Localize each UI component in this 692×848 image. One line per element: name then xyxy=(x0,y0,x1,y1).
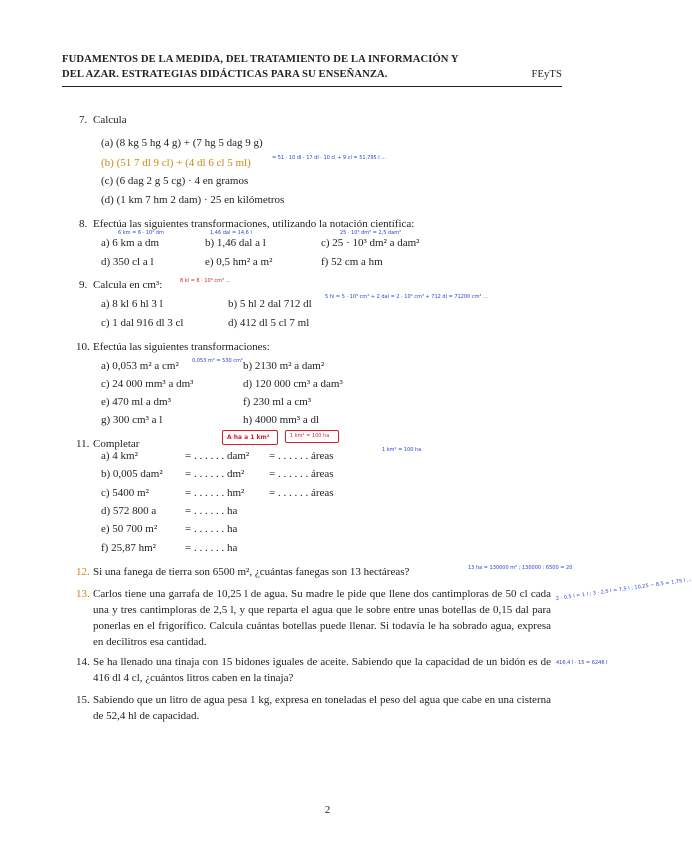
q11-row-e-label: e) 50 700 m² xyxy=(101,523,158,535)
q8-d: d) 350 cl a l xyxy=(101,256,154,268)
q11-row-c-eq1: = . . . . . . hm² xyxy=(185,487,245,499)
q11-row-f-label: f) 25,87 hm² xyxy=(101,542,156,554)
note-q8b: 1,46 dal = 14,6 l xyxy=(210,230,252,236)
q7-number: 7. xyxy=(79,114,88,126)
q8-title: Efectúa las siguientes transformaciones, utilizando la notación científica: xyxy=(93,218,415,230)
q11-row-b-eq2: = . . . . . . áreas xyxy=(269,468,334,480)
q11-row-a-eq1: = . . . . . . dam² xyxy=(185,450,250,462)
q8-b: b) 1,46 dal a l xyxy=(205,237,266,249)
q11-number: 11. xyxy=(76,438,90,450)
q11-row-f-eq1: = . . . . . . ha xyxy=(185,542,238,554)
q12-text: Si una fanega de tierra son 6500 m², ¿cuántas fanegas son 13 hectáreas? xyxy=(93,566,410,578)
q11-row-d-label: d) 572 800 a xyxy=(101,505,157,517)
q14-number: 14. xyxy=(76,656,90,668)
note-q9b: 5 hl = 5 · 10⁵ cm³ + 2 dal = 2 · 10⁴ cm³ + 712 dl = 71200 cm³ ... xyxy=(325,294,488,300)
q8-number: 8. xyxy=(79,218,88,230)
note-q8c: 25 · 10³ dm² = 2,5 dam² xyxy=(340,230,402,236)
q11-row-e-eq1: = . . . . . . ha xyxy=(185,523,238,535)
q15-text: Sabiendo que un litro de agua pesa 1 kg, expresa en toneladas el peso del agua que cabe en una cisterna de 52,4 hl de capacidad. xyxy=(93,694,551,722)
q10-e: e) 470 ml a dm³ xyxy=(101,396,171,408)
note-q9: 8 kl = 8 · 10⁶ cm³ ... xyxy=(180,278,231,284)
q11-row-a-label: a) 4 km² xyxy=(101,450,138,462)
q7-title: Calcula xyxy=(93,114,127,126)
note-box-2 xyxy=(285,430,339,443)
q11-row-b-label: b) 0,005 dam² xyxy=(101,468,163,480)
note-q12: 13 ha = 130000 m² ; 130000 : 6500 = 20 xyxy=(468,565,573,571)
course-code: FEyTS xyxy=(531,69,562,80)
note-box-1-text: A ha a 1 km² xyxy=(227,434,270,441)
q10-c: c) 24 000 mm³ a dm³ xyxy=(101,378,194,390)
page-number: 2 xyxy=(324,804,331,816)
note-q7b: = 51 · 10 dl · 17 dl · 10 cl + 9 cl = 51,795 l ... xyxy=(272,155,387,161)
header-rule xyxy=(62,86,562,87)
header-line-2 xyxy=(62,69,562,80)
q10-a: a) 0,053 m² a cm² xyxy=(101,360,179,372)
q8-a: a) 6 km a dm xyxy=(101,237,160,249)
q11-title: Completar xyxy=(93,438,140,450)
q7-c: (c) (6 dag 2 g 5 cg) · 4 en gramos xyxy=(101,175,249,187)
q10-f: f) 230 ml a cm³ xyxy=(243,396,312,408)
header-line-2-text: DEL AZAR. ESTRATEGIAS DIDÁCTICAS PARA SU ENSEÑANZA. xyxy=(62,69,388,80)
q10-h: h) 4000 mm³ a dl xyxy=(243,414,320,426)
note-box-2-text: 1 km² = 100 ha xyxy=(290,433,330,439)
q11-row-c-label: c) 5400 m² xyxy=(101,487,149,499)
note-box-1 xyxy=(222,430,278,445)
note-q11: 1 km² = 100 ha xyxy=(382,447,422,453)
q10-number: 10. xyxy=(76,341,90,353)
q9-b: b) 5 hl 2 dal 712 dl xyxy=(228,298,312,310)
q7-a: (a) (8 kg 5 hg 4 g) + (7 hg 5 dag 9 g) xyxy=(101,137,263,149)
q11-row-b-eq1: = . . . . . . dm² xyxy=(185,468,245,480)
q8-c: c) 25 · 10³ dm² a dam² xyxy=(321,237,420,249)
q12-number: 12. xyxy=(76,566,90,578)
q11-row-d-eq1: = . . . . . . ha xyxy=(185,505,238,517)
note-q13: 2 · 0,5 l = 1 l ; 3 · 2,5 l = 7,5 l ; 10,25 − 8,5 = 1,75 l ... xyxy=(555,576,692,602)
q10-d: d) 120 000 cm³ a dam³ xyxy=(243,378,343,390)
q8-e: e) 0,5 hm² a m² xyxy=(205,256,273,268)
q10-b: b) 2130 m² a dam² xyxy=(243,360,325,372)
header-line-1: FUDAMENTOS DE LA MEDIDA, DEL TRATAMIENTO DE LA INFORMACIÓN Y xyxy=(62,54,459,65)
q11-row-a-eq2: = . . . . . . áreas xyxy=(269,450,334,462)
q9-c: c) 1 dal 916 dl 3 cl xyxy=(101,317,184,329)
q10-g: g) 300 cm³ a l xyxy=(101,414,163,426)
note-q14: 416,4 l · 15 = 6246 l xyxy=(556,660,608,666)
q9-a: a) 8 kl 6 hl 3 l xyxy=(101,298,163,310)
q9-number: 9. xyxy=(79,279,88,291)
q9-title: Calcula en cm³: xyxy=(93,279,163,291)
q15-number: 15. xyxy=(76,694,90,706)
note-q10a: 0,053 m² = 530 cm² xyxy=(192,358,243,364)
q10-title: Efectúa las siguientes transformaciones: xyxy=(93,341,270,353)
q8-f: f) 52 cm a hm xyxy=(321,256,383,268)
q13-text: Carlos tiene una garrafa de 10,25 l de agua. Su madre le pide que llene dos cantimploras de 50 cl cada una y tres cantimploras de 2,5 l, y que reparta el agua que le sobre entre unas botellas de 0,15 dal para ponerlas en el frigorífico. Calcula cuántas botellas puede llenar. Si todavía le ha sobrado agua, expresa en decilitros esa cantidad. xyxy=(93,588,551,648)
q7-b: (b) (51 7 dl 9 cl) + (4 dl 6 cl 5 ml) xyxy=(101,157,251,169)
q13-number: 13. xyxy=(76,588,90,600)
q11-row-c-eq2: = . . . . . . áreas xyxy=(269,487,334,499)
q14-text: Se ha llenado una tinaja con 15 bidones iguales de aceite. Sabiendo que la capacidad de un bidón es de 416 dl 4 cl, ¿cuántos litros caben en la tinaja? xyxy=(93,656,551,684)
note-q8a: 6 km = 6 · 10⁴ dm xyxy=(118,230,164,236)
q9-d: d) 412 dl 5 cl 7 ml xyxy=(228,317,310,329)
q7-d: (d) (1 km 7 hm 2 dam) · 25 en kilómetros xyxy=(101,194,285,206)
